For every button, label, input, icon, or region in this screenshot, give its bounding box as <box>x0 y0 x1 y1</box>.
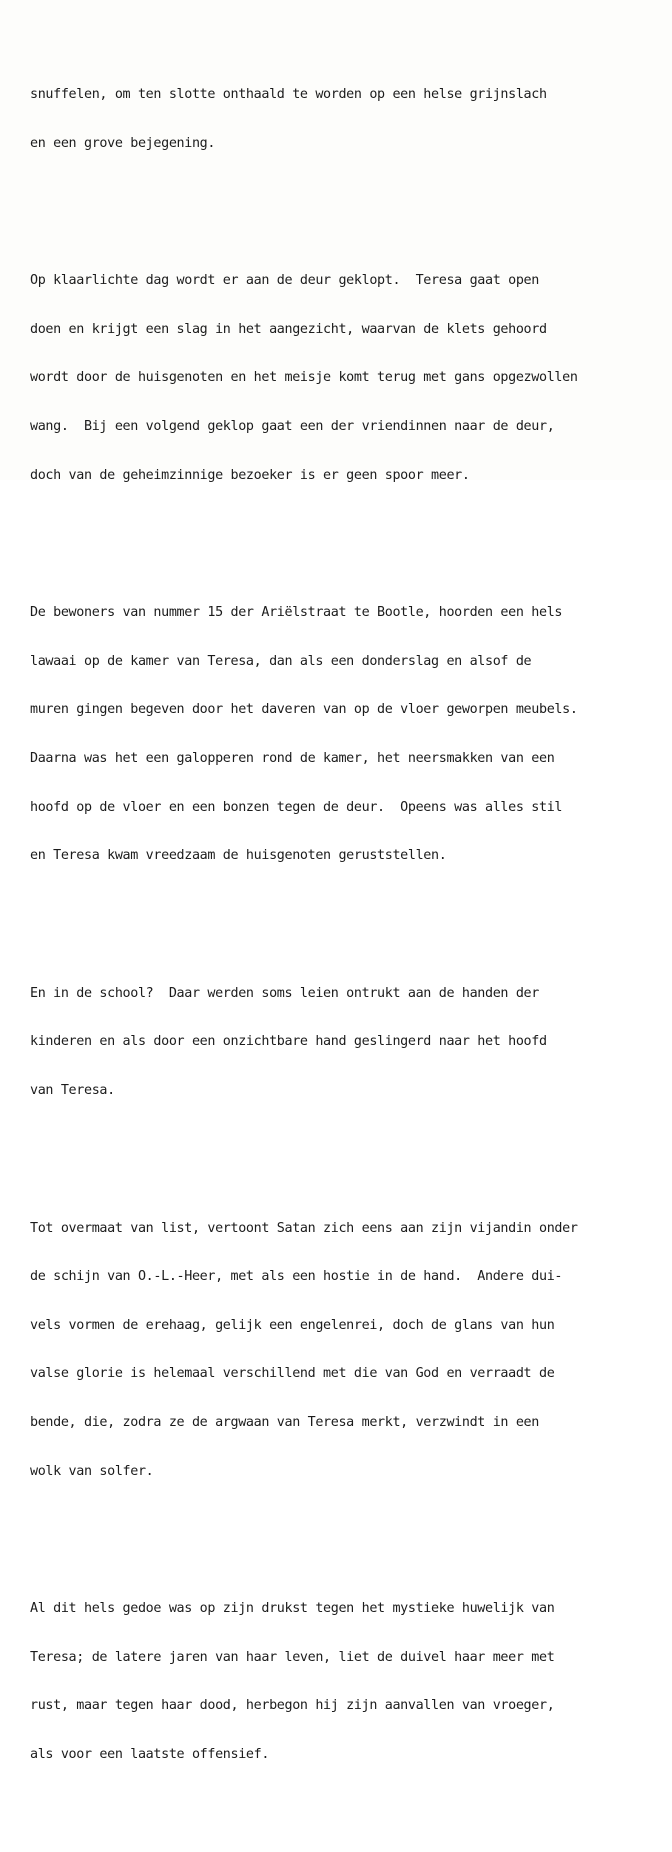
text-line: als voor een laatste offensief. <box>30 1746 270 1762</box>
paragraph-5 <box>30 1188 670 1512</box>
text-line: wolk van solfer. <box>30 1463 154 1479</box>
text-line: Tot overmaat van list, vertoont Satan zich eens aan zijn vijandin onder <box>30 1220 578 1236</box>
paragraph-3 <box>30 573 670 897</box>
text-line: bende, die, zodra ze de argwaan van Teresa merkt, verzwindt in een <box>30 1414 539 1430</box>
text-line: De bewoners van nummer 15 der Ariëlstraat te Bootle, hoorden een hels <box>30 605 563 621</box>
paragraph-6 <box>30 1569 670 1796</box>
text-line: Al dit hels gedoe was op zijn drukst tegen het mystieke huwelijk van <box>30 1601 555 1617</box>
paragraph-2 <box>30 241 670 516</box>
text-line: lawaai op de kamer van Teresa, dan als een donderslag en alsof de <box>30 653 532 669</box>
text-line: de schijn van O.-L.-Heer, met als een hostie in de hand. Andere dui- <box>30 1269 563 1285</box>
text-line: Op klaarlichte dag wordt er aan de deur geklopt. Teresa gaat open <box>30 273 539 289</box>
paragraph-4 <box>30 953 670 1131</box>
text-line: vels vormen de erehaag, gelijk een engelenrei, doch de glans van hun <box>30 1317 555 1333</box>
text-line: valse glorie is helemaal verschillend met die van God en verraadt de <box>30 1366 555 1382</box>
text-line: en een grove bejegening. <box>30 135 216 151</box>
text-line: doen en krijgt een slag in het aangezicht, waarvan de klets gehoord <box>30 321 547 337</box>
text-line: wordt door de huisgenoten en het meisje komt terug met gans opgezwollen <box>30 370 578 386</box>
text-line: van Teresa. <box>30 1082 115 1098</box>
typed-text-body <box>30 6 670 1852</box>
text-line: snuffelen, om ten slotte onthaald te worden op een helse grijnslach <box>30 87 547 103</box>
text-line: hoofd op de vloer en een bonzen tegen de deur. Opeens was alles stil <box>30 799 563 815</box>
text-line: en Teresa kwam vreedzaam de huisgenoten geruststellen. <box>30 848 447 864</box>
text-line: kinderen en als door een onzichtbare hand geslingerd naar het hoofd <box>30 1034 547 1050</box>
text-line: wang. Bij een volgend geklop gaat een der vriendinnen naar de deur, <box>30 419 555 434</box>
text-line: muren gingen begeven door het daveren van op de vloer geworpen meubels. <box>30 702 578 718</box>
text-line: En in de school? Daar werden soms leien ontrukt aan de handen der <box>30 985 539 1001</box>
text-line: rust, maar tegen haar dood, herbegon hij zijn aanvallen van vroeger, <box>30 1698 555 1714</box>
text-line: Daarna was het een galopperen rond de kamer, het neersmakken van een <box>30 750 555 766</box>
text-line: Teresa; de latere jaren van haar leven, liet de duivel haar meer met <box>30 1649 555 1665</box>
paragraph-1 <box>30 55 670 185</box>
text-line: doch van de geheimzinnige bezoeker is er geen spoor meer. <box>30 467 470 483</box>
